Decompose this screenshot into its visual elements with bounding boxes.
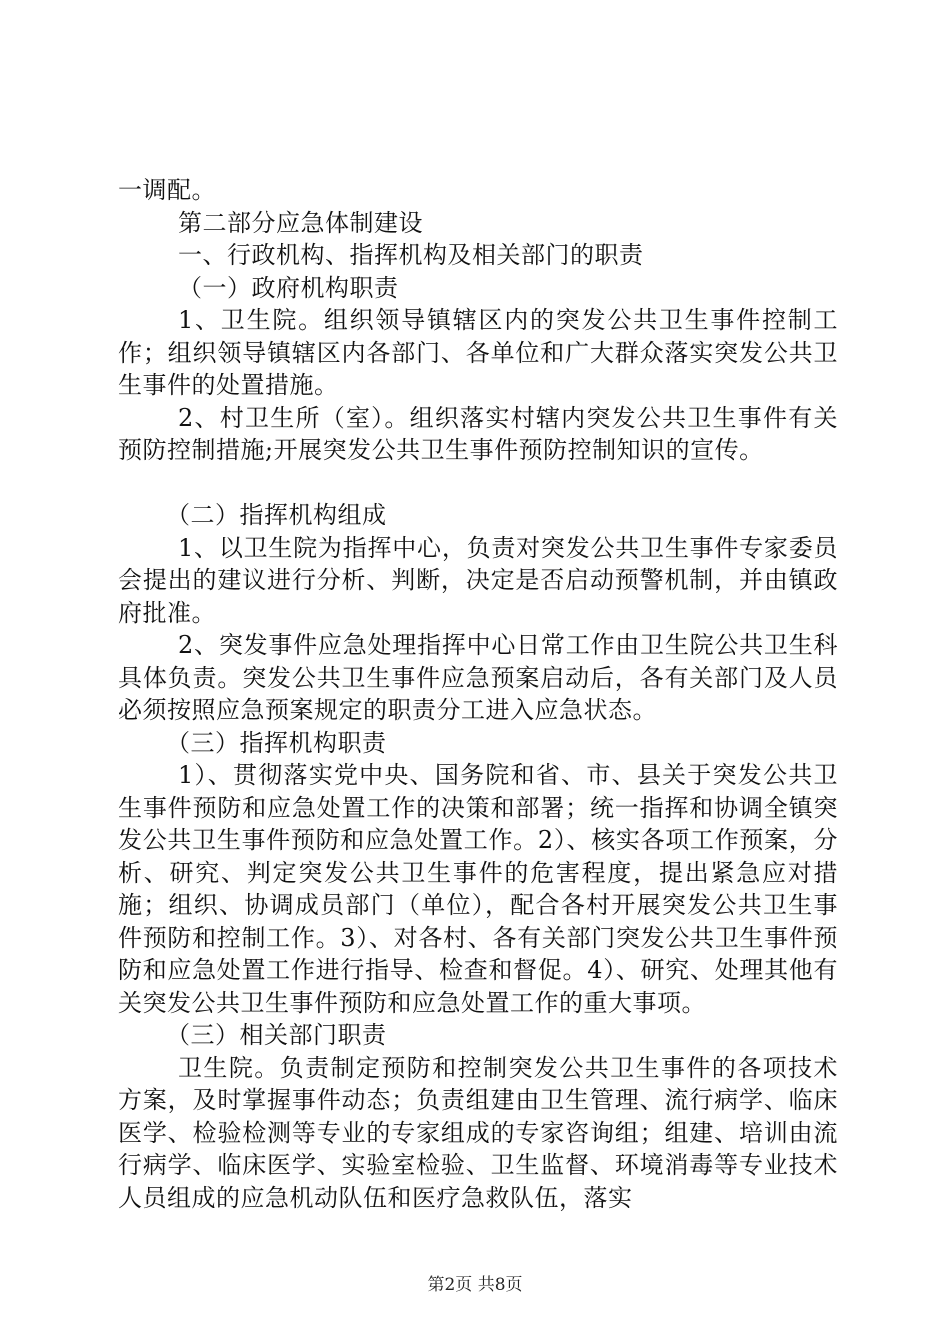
subheading-command-duties: （三）指挥机构职责 — [166, 728, 387, 757]
subheading-command-structure: （二）指挥机构组成 — [166, 501, 387, 529]
paragraph-village-clinic: 2、村卫生所（室）。组织落实村辖内突发公共卫生事件有关预防控制措施;开展突发公共卫生事件预防控制知识的宣传。 — [118, 403, 838, 464]
paragraph-command-duties-list: 1）、贯彻落实党中央、国务院和省、市、县关于突发公共卫生事件预防和应急处置工作的决策和部署；统一指挥和协调全镇突发公共卫生事件预防和应急处置工作。2）、核实各项工作预案，分析、研究、判定突发公共卫生事件的危害程度，提出紧急应对措施；组织、协调成员部门（单位），配合各村开展突发公共卫生事件预防和控制工作。3）、对各村、各有关部门突发公共卫生事件预防和应急处置工作进行指导、检查和督促。4）、研究、处理其他有关突发公共卫生事件预防和应急处置工作的重大事项。 — [118, 761, 838, 1017]
page-footer — [0, 1270, 950, 1295]
paragraph-health-center: 1、卫生院。组织领导镇辖区内的突发公共卫生事件控制工作；组织领导镇辖区内各部门、各单位和广大群众落实突发公共卫生事件的处置措施。 — [118, 306, 838, 399]
section-heading-responsibilities: 一、行政机构、指挥机构及相关部门的职责 — [178, 241, 644, 269]
page-number-label: 第2页 共8页 — [427, 1275, 523, 1295]
paragraph-continuation: 一调配。 — [118, 176, 216, 204]
paragraph-daily-work: 2、突发事件应急处理指挥中心日常工作由卫生院公共卫生科具体负责。突发公共卫生事件应急预案启动后，各有关部门及人员必须按照应急预案规定的职责分工进入应急状态。 — [118, 631, 838, 724]
paragraph-command-center: 1、以卫生院为指挥中心，负责对突发公共卫生事件专家委员会提出的建议进行分析、判断，决定是否启动预警机制，并由镇政府批准。 — [118, 533, 838, 627]
subheading-government-duties: （一）政府机构职责 — [178, 273, 399, 302]
subheading-department-duties: （三）相关部门职责 — [166, 1021, 387, 1049]
section-heading-part-two: 第二部分应急体制建设 — [178, 208, 423, 237]
paragraph-health-center-duties: 卫生院。负责制定预防和控制突发公共卫生事件的各项技术方案，及时掌握事件动态；负责组建由卫生管理、流行病学、临床医学、检验检测等专业的专家组成的专家咨询组；组建、培训由流行病学、临床医学、实验室检验、卫生监督、环境消毒等专业技术人员组成的应急机动队伍和医疗急救队伍，落实 — [118, 1053, 838, 1212]
document-body — [118, 174, 838, 1214]
